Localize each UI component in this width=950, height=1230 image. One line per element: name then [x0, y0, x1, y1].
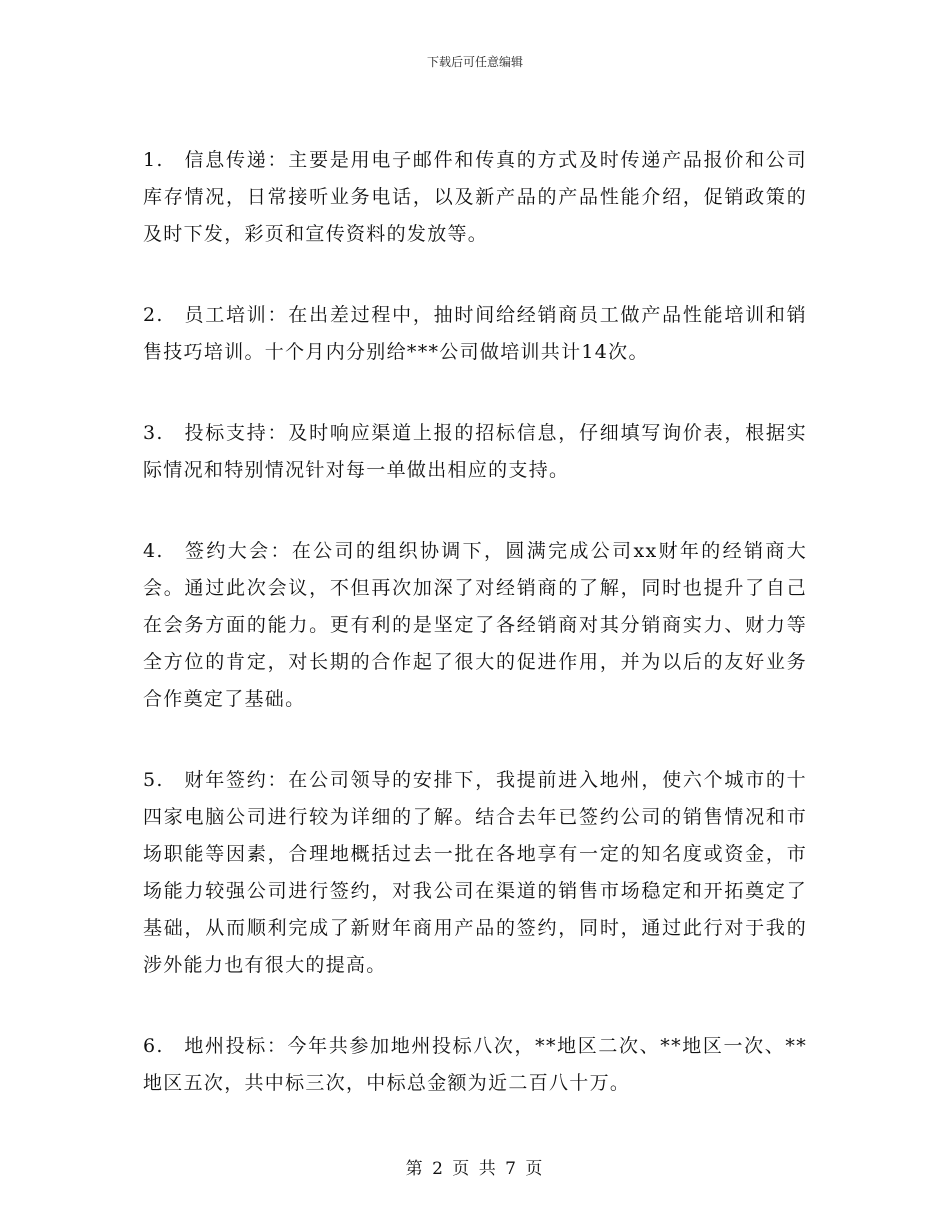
paragraph-signing-conference — [143, 533, 807, 718]
paragraph-regional-bidding — [143, 1028, 807, 1102]
paragraph-number: 1. — [143, 149, 164, 171]
paragraph-bidding-support — [143, 415, 807, 489]
page-header-note: 下载后可任意编辑 — [426, 55, 523, 69]
paragraph-information-delivery — [143, 142, 807, 253]
paragraph-text: 信息传递：主要是用电子邮件和传真的方式及时传递产品报价和公司库存情况，日常接听业务电话，以及新产品的产品性能介绍，促销政策的及时下发，彩页和宣传资料的发放等。 — [143, 149, 807, 245]
paragraph-text: 地州投标：今年共参加地州投标八次，**地区二次、**地区一次、**地区五次，共中标三次，中标总金额为近二百八十万。 — [143, 1035, 807, 1094]
paragraph-number: 6. — [143, 1035, 164, 1057]
paragraph-number: 3. — [143, 422, 164, 444]
paragraph-staff-training — [143, 297, 807, 371]
paragraph-number: 5. — [143, 769, 164, 791]
paragraph-text: 员工培训：在出差过程中，抽时间给经销商员工做产品性能培训和销售技巧培训。十个月内分别给***公司做培训共计14次。 — [143, 304, 807, 363]
paragraph-text: 签约大会：在公司的组织协调下，圆满完成公司xx财年的经销商大会。通过此次会议，不但再次加深了对经销商的了解，同时也提升了自己在会务方面的能力。更有利的是坚定了各经销商对其分销商实力、财力等全方位的肯定，对长期的合作起了很大的促进作用，并为以后的友好业务合作奠定了基础。 — [143, 540, 807, 710]
paragraph-number: 4. — [143, 540, 164, 562]
page-number-footer: 第 2 页 共 7 页 — [405, 1159, 545, 1179]
paragraph-number: 2. — [143, 304, 164, 326]
paragraph-fiscal-year-signing — [143, 762, 807, 984]
paragraph-text: 投标支持：及时响应渠道上报的招标信息，仔细填写询价表，根据实际情况和特别情况针对每一单做出相应的支持。 — [143, 422, 807, 481]
document-body — [143, 142, 807, 1146]
paragraph-text: 财年签约：在公司领导的安排下，我提前进入地州，使六个城市的十四家电脑公司进行较为详细的了解。结合去年已签约公司的销售情况和市场职能等因素，合理地概括过去一批在各地享有一定的知名度或资金，市场能力较强公司进行签约，对我公司在渠道的销售市场稳定和开拓奠定了基础，从而顺利完成了新财年商用产品的签约，同时，通过此行对于我的涉外能力也有很大的提高。 — [143, 769, 807, 976]
